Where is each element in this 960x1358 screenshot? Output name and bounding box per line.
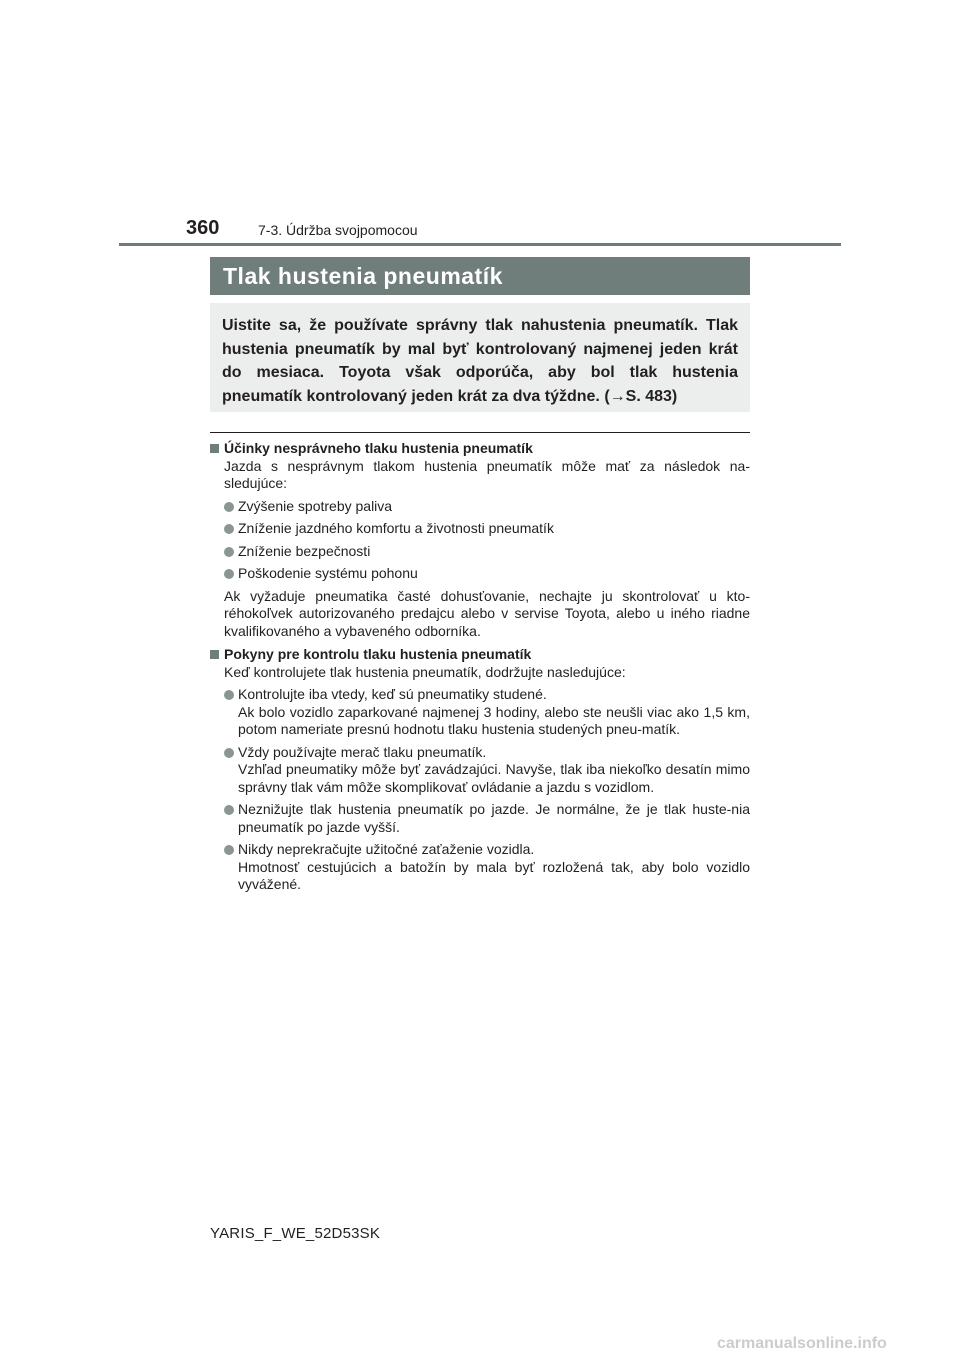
- list-item-detail: Hmotnosť cestujúcich a batožín by mala byť rozložená tak, aby bolo vozidlo vyvážené.: [238, 858, 750, 892]
- title-bar: [210, 257, 750, 295]
- round-bullet-icon: [224, 569, 234, 579]
- section-lead: Keď kontrolujete tlak hustenia pneumatík, dodržujte nasledujúce:: [224, 663, 626, 680]
- list-item-text: Zníženie bezpečnosti: [238, 542, 371, 559]
- list-item: [210, 841, 750, 894]
- page-title: Tlak hustenia pneumatík: [223, 263, 503, 289]
- list-item: [210, 543, 750, 561]
- intro-text: Uistite sa, že používate správny tlak nahustenia pneumatík. Tlak hustenia pneumatík by mal byť kontrolovaný najmenej jeden krát do mesiaca. Toyota však odporúča, aby bol tlak hustenia pneumatík kontrolovaný jeden krát za dva týždne. (→S. 483): [222, 317, 738, 405]
- document-code: YARIS_F_WE_52D53SK: [210, 1225, 381, 1242]
- list-item-text: Zníženie jazdného komfortu a životnosti pneumatík: [238, 520, 554, 536]
- content: [210, 440, 750, 894]
- list-item: [210, 686, 750, 739]
- section-heading: [210, 440, 750, 458]
- list-item-text: Nikdy neprekračujte užitočné zaťaženie vozidla.: [238, 841, 535, 857]
- section-trailing-text: Ak vyžaduje pneumatika časté dohusťovanie, nechajte ju skontrolovať u kto-réhokoľvek autorizovaného predajcu alebo v servise Toyota, alebo u iného riadne kvalifikovaného a vybaveného odborníka.: [224, 587, 750, 639]
- round-bullet-icon: [224, 690, 234, 700]
- list-item: [210, 744, 750, 797]
- square-bullet-icon: [210, 444, 219, 453]
- list-item-detail: Vzhľad pneumatiky môže byť zavádzajúci. Navyše, tlak iba niekoľko desatín mimo správny tlak vám môže skomplikovať ovládanie a jazdu s vozidlom.: [238, 761, 750, 795]
- list-item-text: Neznižujte tlak hustenia pneumatík po jazde. Je normálne, že je tlak huste-nia pneumatík po jazde vyšší.: [238, 801, 750, 835]
- list-item-text: Kontrolujte iba vtedy, keď sú pneumatiky studené.: [238, 686, 547, 702]
- section-lead: Jazda s nesprávnym tlakom hustenia pneumatík môže mať za následok na-sledujúce:: [224, 457, 750, 491]
- list-item: [210, 520, 750, 538]
- list-item-detail: Ak bolo vozidlo zaparkované najmenej 3 hodiny, alebo ste neušli viac ako 1,5 km, potom nameriate presnú hodnotu tlaku hustenia studených pneu-matík.: [238, 703, 750, 737]
- list-item-text: Zvýšenie spotreby paliva: [238, 497, 393, 514]
- round-bullet-icon: [224, 805, 234, 815]
- list-item-text: Poškodenie systému pohonu: [238, 565, 418, 581]
- section-heading-text: Pokyny pre kontrolu tlaku hustenia pneumatík: [224, 646, 532, 662]
- section-heading-text: Účinky nesprávneho tlaku hustenia pneumatík: [224, 440, 533, 456]
- round-bullet-icon: [224, 845, 234, 855]
- page-number: 360: [186, 217, 220, 239]
- section-effects: [210, 440, 750, 640]
- section-guidelines: [210, 646, 750, 894]
- list-item: [210, 801, 750, 836]
- round-bullet-icon: [224, 524, 234, 534]
- intro-box: [210, 303, 750, 412]
- intro-rule: [210, 432, 750, 433]
- round-bullet-icon: [224, 547, 234, 557]
- square-bullet-icon: [210, 650, 219, 659]
- list-item: [210, 565, 750, 583]
- list-item: [210, 498, 750, 516]
- section-reference: 7-3. Údržba svojpomocou: [258, 222, 418, 238]
- list-item-text: Vždy používajte merač tlaku pneumatík.: [238, 743, 487, 760]
- header-rule: [119, 243, 841, 246]
- watermark: carmanualsonline.info: [717, 1335, 887, 1352]
- round-bullet-icon: [224, 502, 234, 512]
- section-heading: [210, 646, 750, 664]
- round-bullet-icon: [224, 748, 234, 758]
